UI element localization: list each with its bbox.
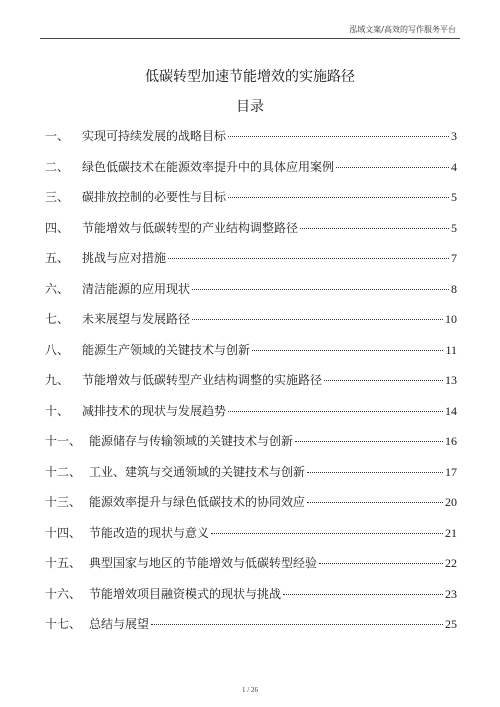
toc-entry-page: 13 — [445, 373, 457, 387]
toc-entry-title: 节能增效项目融资模式的现状与挑战 — [89, 586, 282, 601]
toc-entry-page: 11 — [445, 342, 457, 357]
toc-entry-page: 22 — [445, 556, 457, 570]
toc-entry[interactable] — [45, 371, 457, 402]
toc-entry-title: 实现可持续发展的战略目标 — [82, 129, 227, 143]
toc-entry-title: 工业、建筑与交通领域的关键技术与创新 — [89, 464, 306, 479]
toc-entry[interactable] — [45, 249, 457, 280]
toc-dot-leader — [228, 136, 449, 137]
toc-entry[interactable] — [45, 402, 457, 433]
toc-entry-page: 3 — [451, 129, 457, 143]
toc-entry-title: 绿色低碳技术在能源效率提升中的具体应用案例 — [82, 159, 335, 174]
toc-entry-number: 十、 — [45, 403, 70, 418]
toc-entry-page: 23 — [445, 586, 457, 601]
toc-entry-title: 未来展望与发展路径 — [82, 312, 191, 326]
toc-entry[interactable] — [45, 341, 457, 372]
toc-dot-leader — [283, 594, 443, 595]
toc-entry[interactable] — [45, 524, 457, 555]
toc-entry-number: 七、 — [45, 312, 70, 326]
toc-entry-title: 节能增效与低碳转型的产业结构调整路径 — [82, 220, 299, 235]
toc-entry[interactable] — [45, 585, 457, 616]
toc-entry-number: 八、 — [45, 342, 70, 357]
toc-entry-number: 六、 — [45, 281, 70, 296]
toc-entry-title: 节能改造的现状与意义 — [89, 525, 210, 540]
toc-entry-page: 5 — [451, 220, 457, 235]
toc-dot-leader — [252, 350, 443, 351]
toc-dot-leader — [168, 258, 449, 259]
toc-entry-title: 能源效率提升与绿色低碳技术的协同效应 — [89, 495, 306, 509]
toc-entry-number: 十四、 — [45, 525, 82, 540]
toc-entry-number: 十二、 — [45, 464, 82, 479]
toc-dot-leader — [192, 319, 443, 320]
header-rule — [40, 38, 460, 39]
header-text: 泓域文案/高效的写作服务平台 — [349, 25, 456, 34]
toc-entry[interactable] — [45, 463, 457, 494]
toc-entry-page: 10 — [445, 312, 457, 326]
toc-entry-page: 25 — [445, 617, 457, 631]
toc-dot-leader — [151, 624, 443, 625]
toc-entry[interactable] — [45, 493, 457, 524]
toc-entry[interactable] — [45, 554, 457, 585]
toc-entry[interactable] — [45, 310, 457, 341]
toc-entry-page: 20 — [445, 495, 457, 509]
toc-entry[interactable] — [45, 432, 457, 463]
toc-entry-number: 一、 — [45, 129, 70, 143]
toc-entry-title: 碳排放控制的必要性与目标 — [82, 190, 227, 204]
toc-entry-number: 十三、 — [45, 495, 82, 509]
toc-heading: 目录 — [236, 99, 264, 115]
toc-entry-title: 总结与展望 — [89, 617, 150, 631]
toc-entry-page: 4 — [451, 159, 457, 174]
page-number: 1 / 26 — [242, 686, 258, 694]
toc-entry[interactable] — [45, 188, 457, 219]
toc-dot-leader — [300, 228, 449, 229]
toc-dot-leader — [295, 441, 443, 442]
toc-dot-leader — [307, 472, 443, 473]
toc-entry[interactable] — [45, 615, 457, 646]
toc-entry[interactable] — [45, 219, 457, 250]
toc-entry-number: 十六、 — [45, 586, 82, 601]
toc-entry-title: 能源储存与传输领域的关键技术与创新 — [89, 434, 294, 448]
toc-entry-page: 16 — [445, 434, 457, 448]
toc-entry[interactable] — [45, 158, 457, 189]
toc-dot-leader — [228, 197, 449, 198]
toc-entry-title: 能源生产领域的关键技术与创新 — [82, 342, 251, 357]
toc-dot-leader — [336, 167, 449, 168]
toc-entry-title: 节能增效与低碳转型产业结构调整的实施路径 — [82, 373, 323, 387]
toc-entry[interactable] — [45, 127, 457, 158]
toc-entry-number: 十五、 — [45, 556, 82, 570]
toc-entry-page: 17 — [445, 464, 457, 479]
toc-entry-number: 五、 — [45, 251, 70, 265]
toc-entry-number: 二、 — [45, 159, 70, 174]
toc-entry-number: 九、 — [45, 373, 70, 387]
toc-entry-page: 7 — [451, 251, 457, 265]
toc-dot-leader — [319, 563, 443, 564]
table-of-contents — [45, 127, 457, 646]
toc-entry-title: 减排技术的现状与发展趋势 — [82, 403, 227, 418]
toc-entry-title: 挑战与应对措施 — [82, 251, 167, 265]
toc-entry-page: 21 — [445, 525, 457, 540]
toc-dot-leader — [307, 502, 443, 503]
toc-entry-title: 清洁能源的应用现状 — [82, 281, 191, 296]
toc-dot-leader — [192, 289, 449, 290]
toc-dot-leader — [211, 533, 443, 534]
toc-entry-number: 三、 — [45, 190, 70, 204]
toc-entry-number: 四、 — [45, 220, 70, 235]
toc-entry-title: 典型国家与地区的节能增效与低碳转型经验 — [89, 556, 318, 570]
toc-dot-leader — [324, 380, 443, 381]
document-title: 低碳转型加速节能增效的实施路径 — [145, 69, 355, 85]
toc-entry-page: 5 — [451, 190, 457, 204]
toc-entry-page: 14 — [445, 403, 457, 418]
toc-entry-page: 8 — [451, 281, 457, 296]
toc-dot-leader — [228, 411, 443, 412]
toc-entry-number: 十一、 — [45, 434, 82, 448]
toc-entry[interactable] — [45, 280, 457, 311]
toc-entry-number: 十七、 — [45, 617, 82, 631]
